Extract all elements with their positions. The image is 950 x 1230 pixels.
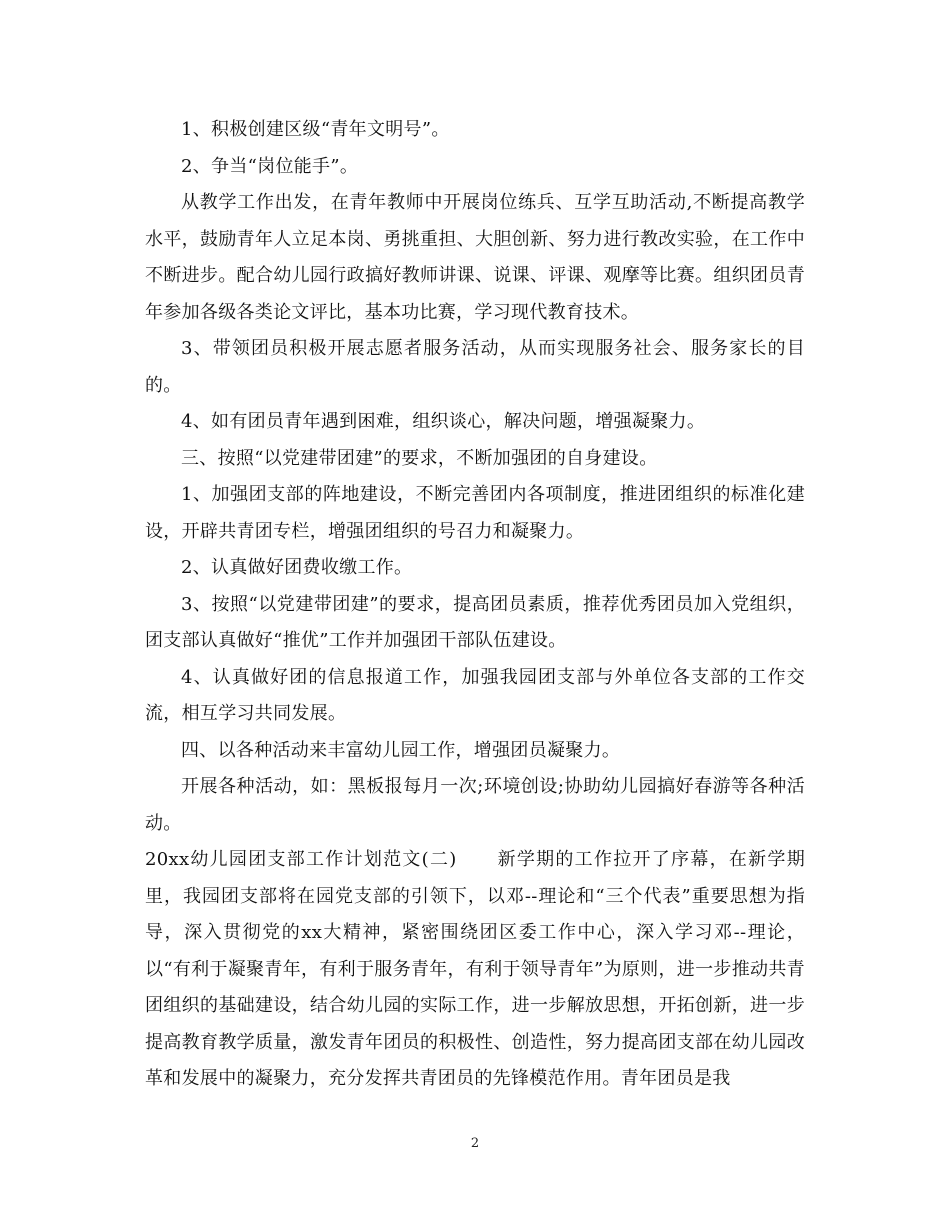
final-paragraph-text: 新学期的工作拉开了序幕，在新学期里，我园团支部将在园党支部的引领下，以邓--理论和“三个代表”重要思想为指导，深入贯彻党的xx大精神，紧密围绕团区委工作中心，深入学习邓--理论，以“有利于凝聚青年，有利于服务青年，有利于领导青年”为原则，进一步推动共青团组织的基础建设，结合幼儿园的实际工作，进一步解放思想，开拓创新，进一步提高教育教学质量，激发青年团员的积极性、创造性，努力提高团支部在幼儿园改革和发展中的凝聚力，充分发挥共青团员的先锋模范作用。青年团员是我 (145, 849, 805, 1089)
paragraph-7: 2、认真做好团费收缴工作。 (181, 557, 413, 578)
paragraph-3: 从教学工作出发，在青年教师中开展岗位练兵、互学互助活动,不断提高教学水平，鼓励青年人立足本岗、勇挑重担、大胆创新、努力进行教改实验，在工作中不断进步。配合幼儿园行政搞好教师讲课、说课、评课、观摩等比赛。组织团员青年参加各级各类论文评比，基本功比赛，学习现代教育技术。 (145, 192, 805, 323)
paragraph-5: 4、如有团员青年遇到困难，组织谈心，解决问题，增强凝聚力。 (181, 411, 706, 432)
paragraph-1: 1、积极创建区级“青年文明号”。 (181, 119, 450, 140)
document-body (145, 112, 805, 1098)
paragraph-4: 3、带领团员积极开展志愿者服务活动，从而实现服务社会、服务家长的目的。 (145, 338, 805, 396)
page-number: 2 (470, 1136, 480, 1151)
paragraph-2: 2、争当“岗位能手”。 (181, 155, 359, 177)
paragraph-10: 开展各种活动，如：黑板报每月一次;环境创设;协助幼儿园搞好春游等各种活动。 (145, 776, 805, 834)
section-heading-4: 四、以各种活动来丰富幼儿园工作，增强团员凝聚力。 (181, 739, 621, 761)
paragraph-8: 3、按照“以党建带团建”的要求，提高团员素质，推荐优秀团员加入党组织，团支部认真做好“推优”工作并加强团干部队伍建设。 (145, 593, 805, 651)
section-heading-3: 三、按照“以党建带团建”的要求，不断加强团的自身建设。 (181, 447, 658, 469)
document-heading: 20xx幼儿园团支部工作计划范文(二) (145, 849, 457, 870)
paragraph-6: 1、加强团支部的阵地建设，不断完善团内各项制度，推进团组织的标准化建设，开辟共青团专栏，增强团组织的号召力和凝聚力。 (145, 484, 805, 542)
final-paragraph (145, 842, 805, 1098)
paragraph-9: 4、认真做好团的信息报道工作，加强我园团支部与外单位各支部的工作交流，相互学习共同发展。 (145, 666, 805, 724)
